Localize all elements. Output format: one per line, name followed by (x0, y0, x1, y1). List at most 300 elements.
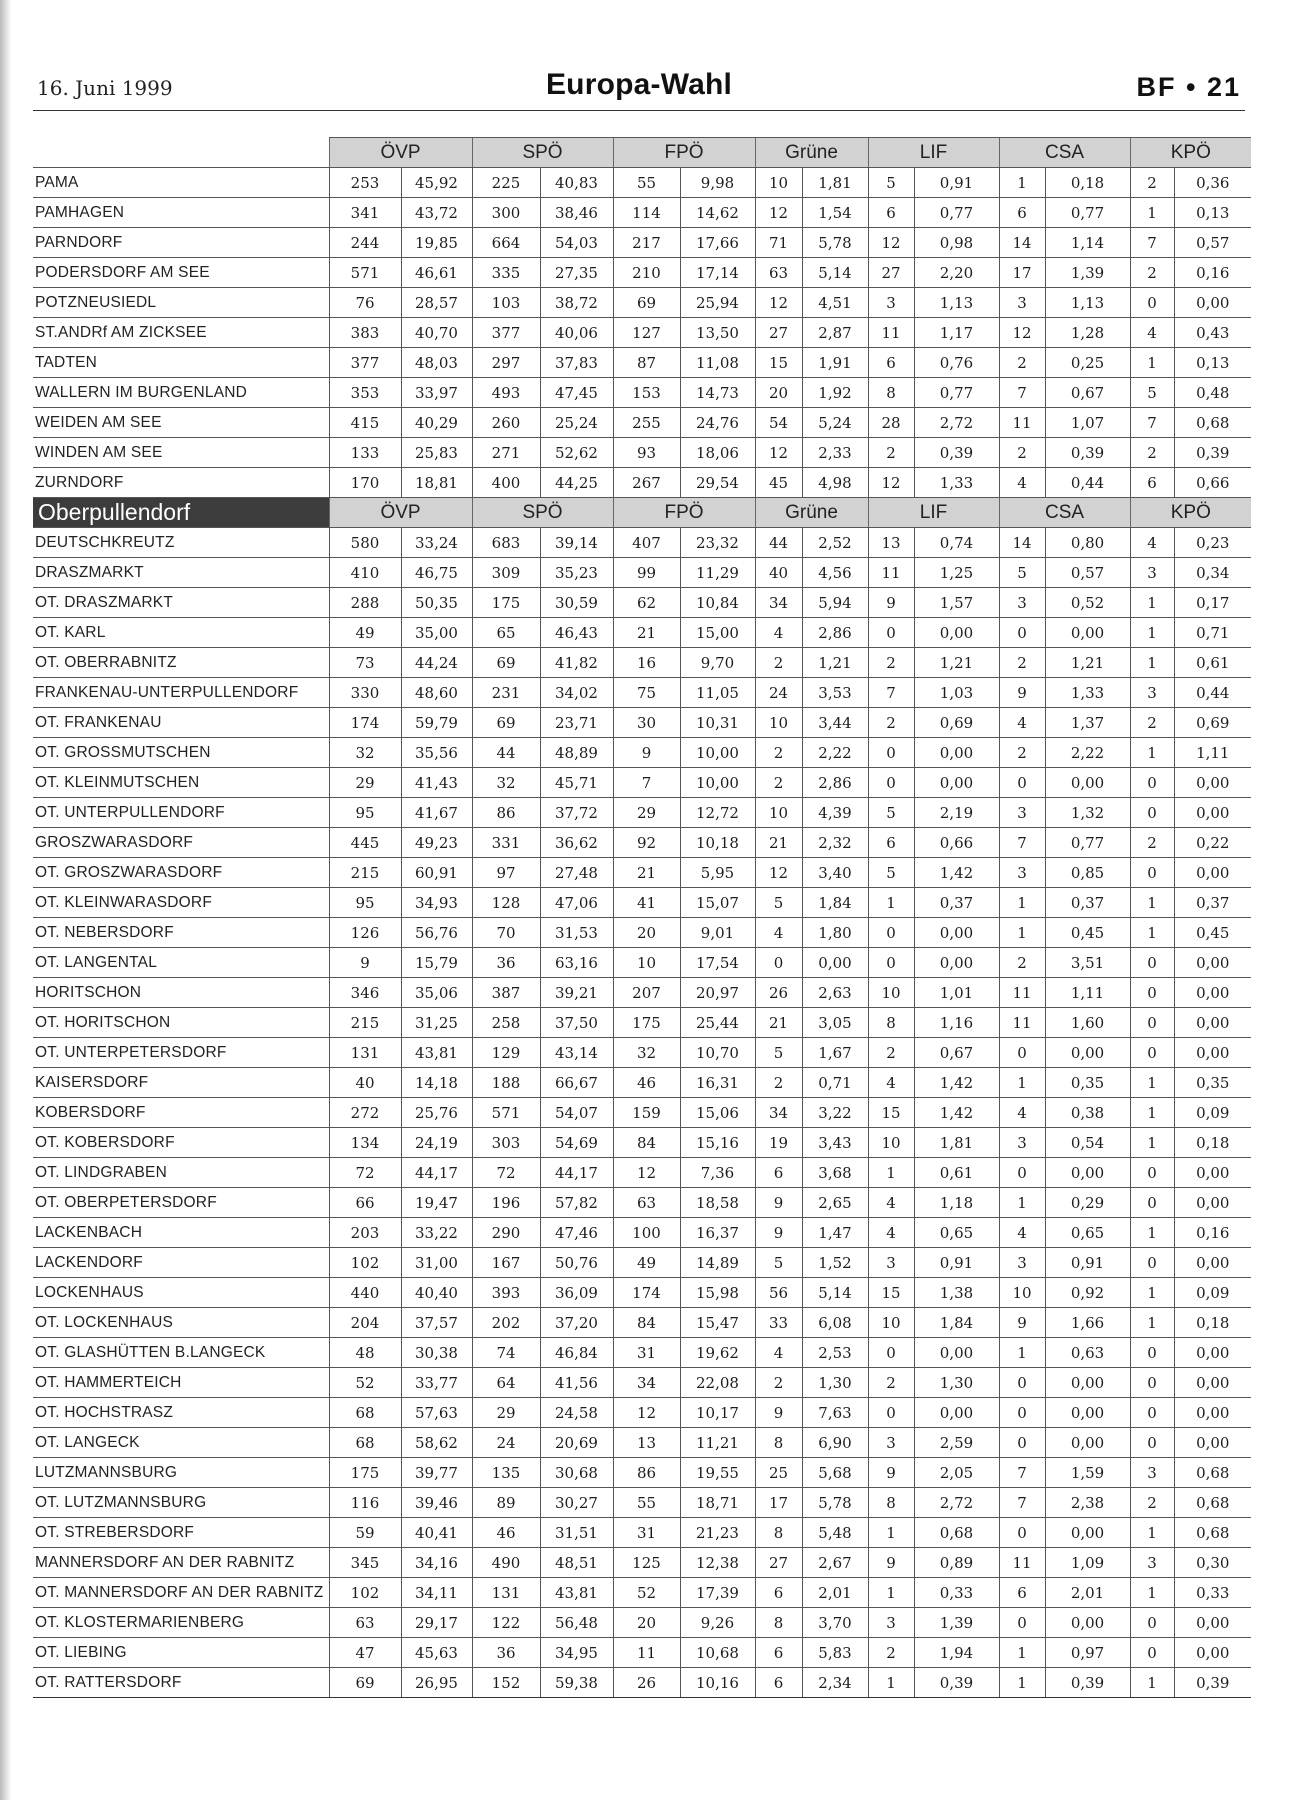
table-row (33, 678, 1251, 708)
vote-count: 1 (1130, 1128, 1174, 1158)
vote-percent: 41,82 (540, 648, 613, 678)
table-row (33, 1278, 1251, 1308)
vote-percent: 0,17 (1174, 588, 1251, 618)
vote-percent: 0,00 (1045, 618, 1130, 648)
table-row (33, 1638, 1251, 1668)
vote-count: 11 (999, 1008, 1045, 1038)
vote-percent: 0,77 (914, 198, 999, 228)
vote-percent: 50,35 (401, 588, 472, 618)
vote-percent: 1,14 (1045, 228, 1130, 258)
vote-count: 72 (329, 1158, 401, 1188)
vote-percent: 17,14 (680, 258, 755, 288)
vote-percent: 0,68 (914, 1518, 999, 1548)
vote-count: 14 (999, 528, 1045, 558)
results-body (33, 138, 1251, 1698)
vote-count: 95 (329, 888, 401, 918)
vote-count: 40 (755, 558, 802, 588)
vote-percent: 34,02 (540, 678, 613, 708)
vote-count: 353 (329, 378, 401, 408)
table-row (33, 528, 1251, 558)
vote-percent: 0,35 (1045, 1068, 1130, 1098)
vote-percent: 3,68 (802, 1158, 868, 1188)
vote-percent: 54,07 (540, 1098, 613, 1128)
party-header: CSA (999, 138, 1130, 168)
vote-count: 407 (613, 528, 680, 558)
vote-percent: 1,52 (802, 1248, 868, 1278)
vote-percent: 38,72 (540, 288, 613, 318)
vote-count: 1 (1130, 1098, 1174, 1128)
vote-count: 122 (472, 1608, 540, 1638)
vote-percent: 0,37 (1045, 888, 1130, 918)
vote-count: 9 (999, 1308, 1045, 1338)
vote-percent: 40,83 (540, 168, 613, 198)
table-row (33, 1248, 1251, 1278)
municipality-name: WEIDEN AM SEE (33, 408, 329, 438)
vote-percent: 46,43 (540, 618, 613, 648)
table-row (33, 1038, 1251, 1068)
vote-percent: 25,83 (401, 438, 472, 468)
vote-percent: 0,74 (914, 528, 999, 558)
vote-percent: 0,68 (1174, 1518, 1251, 1548)
vote-count: 175 (329, 1458, 401, 1488)
vote-percent: 19,55 (680, 1458, 755, 1488)
vote-count: 5 (999, 558, 1045, 588)
vote-percent: 56,76 (401, 918, 472, 948)
vote-count: 490 (472, 1548, 540, 1578)
party-header: LIF (868, 138, 999, 168)
vote-percent: 34,95 (540, 1638, 613, 1668)
vote-count: 34 (755, 1098, 802, 1128)
vote-count: 0 (999, 1608, 1045, 1638)
vote-percent: 1,81 (914, 1128, 999, 1158)
table-row (33, 798, 1251, 828)
vote-count: 1 (999, 168, 1045, 198)
vote-percent: 10,70 (680, 1038, 755, 1068)
vote-percent: 31,00 (401, 1248, 472, 1278)
vote-percent: 47,46 (540, 1218, 613, 1248)
vote-percent: 6,08 (802, 1308, 868, 1338)
vote-count: 1 (1130, 738, 1174, 768)
municipality-name: OT. HAMMERTEICH (33, 1368, 329, 1398)
vote-count: 10 (613, 948, 680, 978)
vote-count: 10 (755, 798, 802, 828)
vote-count: 4 (1130, 318, 1174, 348)
vote-count: 0 (999, 1368, 1045, 1398)
vote-percent: 0,00 (1174, 948, 1251, 978)
vote-count: 4 (999, 1218, 1045, 1248)
vote-count: 4 (868, 1218, 914, 1248)
party-header: KPÖ (1130, 498, 1251, 528)
vote-percent: 0,45 (1045, 918, 1130, 948)
vote-count: 683 (472, 528, 540, 558)
vote-count: 89 (472, 1488, 540, 1518)
vote-count: 12 (755, 198, 802, 228)
vote-percent: 0,67 (914, 1038, 999, 1068)
vote-count: 5 (868, 798, 914, 828)
vote-percent: 10,00 (680, 738, 755, 768)
vote-count: 2 (999, 438, 1045, 468)
vote-count: 20 (755, 378, 802, 408)
vote-percent: 0,00 (1174, 768, 1251, 798)
vote-percent: 1,18 (914, 1188, 999, 1218)
vote-count: 0 (1130, 1398, 1174, 1428)
vote-percent: 0,13 (1174, 348, 1251, 378)
vote-percent: 0,76 (914, 348, 999, 378)
vote-count: 7 (999, 1488, 1045, 1518)
vote-percent: 40,70 (401, 318, 472, 348)
vote-count: 7 (613, 768, 680, 798)
vote-count: 1 (999, 1338, 1045, 1368)
vote-percent: 27,35 (540, 258, 613, 288)
vote-count: 1 (868, 1518, 914, 1548)
vote-percent: 43,72 (401, 198, 472, 228)
vote-percent: 0,00 (914, 738, 999, 768)
vote-percent: 2,87 (802, 318, 868, 348)
vote-count: 12 (755, 438, 802, 468)
vote-percent: 3,53 (802, 678, 868, 708)
vote-percent: 21,23 (680, 1518, 755, 1548)
vote-count: 31 (613, 1338, 680, 1368)
vote-percent: 0,97 (1045, 1638, 1130, 1668)
vote-percent: 0,00 (1174, 1338, 1251, 1368)
vote-percent: 24,58 (540, 1398, 613, 1428)
vote-count: 84 (613, 1308, 680, 1338)
vote-count: 73 (329, 648, 401, 678)
vote-count: 1 (868, 1668, 914, 1698)
vote-percent: 1,92 (802, 378, 868, 408)
vote-count: 7 (999, 828, 1045, 858)
vote-count: 12 (613, 1398, 680, 1428)
vote-percent: 10,00 (680, 768, 755, 798)
table-row (33, 1098, 1251, 1128)
vote-percent: 0,00 (914, 1398, 999, 1428)
vote-count: 2 (868, 1638, 914, 1668)
vote-percent: 0,00 (1045, 1608, 1130, 1638)
vote-count: 1 (1130, 888, 1174, 918)
vote-percent: 10,31 (680, 708, 755, 738)
vote-count: 0 (1130, 288, 1174, 318)
vote-count: 6 (868, 828, 914, 858)
vote-percent: 1,47 (802, 1218, 868, 1248)
vote-percent: 0,38 (1045, 1098, 1130, 1128)
vote-percent: 59,38 (540, 1668, 613, 1698)
vote-count: 32 (472, 768, 540, 798)
vote-percent: 0,57 (1045, 558, 1130, 588)
table-row (33, 1518, 1251, 1548)
vote-count: 3 (868, 288, 914, 318)
municipality-name: KOBERSDORF (33, 1098, 329, 1128)
municipality-name: OT. RATTERSDORF (33, 1668, 329, 1698)
vote-percent: 0,33 (1174, 1578, 1251, 1608)
table-row (33, 978, 1251, 1008)
vote-count: 70 (472, 918, 540, 948)
vote-percent: 18,81 (401, 468, 472, 498)
vote-percent: 25,24 (540, 408, 613, 438)
vote-percent: 1,80 (802, 918, 868, 948)
vote-count: 1 (868, 1578, 914, 1608)
municipality-name: OT. LUTZMANNSBURG (33, 1488, 329, 1518)
vote-percent: 15,00 (680, 618, 755, 648)
table-row (33, 588, 1251, 618)
party-header: KPÖ (1130, 138, 1251, 168)
vote-percent: 0,39 (914, 1668, 999, 1698)
municipality-name: PAMHAGEN (33, 198, 329, 228)
vote-count: 664 (472, 228, 540, 258)
vote-count: 153 (613, 378, 680, 408)
vote-count: 580 (329, 528, 401, 558)
vote-count: 21 (613, 858, 680, 888)
vote-percent: 17,66 (680, 228, 755, 258)
vote-percent: 1,60 (1045, 1008, 1130, 1038)
vote-percent: 27,48 (540, 858, 613, 888)
vote-count: 68 (329, 1398, 401, 1428)
vote-percent: 14,89 (680, 1248, 755, 1278)
vote-count: 9 (613, 738, 680, 768)
vote-percent: 31,51 (540, 1518, 613, 1548)
vote-count: 125 (613, 1548, 680, 1578)
municipality-name: LOCKENHAUS (33, 1278, 329, 1308)
vote-percent: 19,62 (680, 1338, 755, 1368)
vote-count: 9 (755, 1398, 802, 1428)
municipality-name: OT. KLEINMUTSCHEN (33, 768, 329, 798)
table-row (33, 1188, 1251, 1218)
vote-percent: 6,90 (802, 1428, 868, 1458)
vote-percent: 44,25 (540, 468, 613, 498)
vote-count: 0 (1130, 858, 1174, 888)
vote-percent: 30,68 (540, 1458, 613, 1488)
vote-count: 3 (999, 798, 1045, 828)
vote-percent: 1,54 (802, 198, 868, 228)
vote-percent: 0,54 (1045, 1128, 1130, 1158)
vote-percent: 0,36 (1174, 168, 1251, 198)
party-header: Grüne (755, 138, 868, 168)
vote-percent: 0,69 (1174, 708, 1251, 738)
table-row (33, 618, 1251, 648)
vote-count: 0 (868, 768, 914, 798)
vote-percent: 15,06 (680, 1098, 755, 1128)
vote-percent: 18,06 (680, 438, 755, 468)
vote-count: 258 (472, 1008, 540, 1038)
vote-percent: 39,46 (401, 1488, 472, 1518)
vote-count: 255 (613, 408, 680, 438)
vote-count: 63 (755, 258, 802, 288)
vote-percent: 3,05 (802, 1008, 868, 1038)
municipality-name: OT. UNTERPULLENDORF (33, 798, 329, 828)
vote-count: 303 (472, 1128, 540, 1158)
vote-percent: 0,77 (914, 378, 999, 408)
table-row (33, 708, 1251, 738)
vote-count: 3 (1130, 678, 1174, 708)
vote-percent: 35,00 (401, 618, 472, 648)
vote-percent: 0,00 (1174, 1158, 1251, 1188)
vote-count: 8 (755, 1518, 802, 1548)
vote-count: 49 (613, 1248, 680, 1278)
vote-percent: 52,62 (540, 438, 613, 468)
vote-percent: 54,69 (540, 1128, 613, 1158)
table-row (33, 1368, 1251, 1398)
vote-count: 10 (755, 168, 802, 198)
vote-percent: 0,13 (1174, 198, 1251, 228)
table-row (33, 858, 1251, 888)
vote-count: 133 (329, 438, 401, 468)
vote-count: 0 (999, 618, 1045, 648)
table-row (33, 408, 1251, 438)
municipality-name: OT. OBERPETERSDORF (33, 1188, 329, 1218)
vote-percent: 41,56 (540, 1368, 613, 1398)
vote-count: 377 (329, 348, 401, 378)
vote-percent: 22,08 (680, 1368, 755, 1398)
vote-percent: 2,67 (802, 1548, 868, 1578)
vote-count: 2 (999, 348, 1045, 378)
vote-count: 0 (1130, 1158, 1174, 1188)
vote-count: 1 (1130, 1218, 1174, 1248)
vote-percent: 0,61 (914, 1158, 999, 1188)
vote-count: 215 (329, 1008, 401, 1038)
vote-percent: 0,91 (1045, 1248, 1130, 1278)
vote-percent: 0,00 (914, 618, 999, 648)
vote-count: 7 (1130, 228, 1174, 258)
vote-percent: 2,72 (914, 1488, 999, 1518)
vote-count: 210 (613, 258, 680, 288)
party-header-row (33, 138, 1251, 168)
table-row (33, 1338, 1251, 1368)
vote-count: 4 (999, 1098, 1045, 1128)
vote-count: 0 (868, 948, 914, 978)
vote-percent: 43,81 (401, 1038, 472, 1068)
vote-count: 12 (755, 858, 802, 888)
vote-count: 17 (755, 1488, 802, 1518)
vote-count: 11 (999, 408, 1045, 438)
vote-count: 30 (613, 708, 680, 738)
vote-count: 0 (999, 768, 1045, 798)
vote-count: 24 (755, 678, 802, 708)
vote-count: 6 (999, 1578, 1045, 1608)
vote-count: 300 (472, 198, 540, 228)
vote-percent: 0,00 (1045, 1038, 1130, 1068)
vote-percent: 48,60 (401, 678, 472, 708)
vote-count: 0 (1130, 948, 1174, 978)
vote-percent: 0,68 (1174, 1458, 1251, 1488)
vote-percent: 2,19 (914, 798, 999, 828)
vote-count: 0 (868, 1338, 914, 1368)
vote-percent: 2,01 (802, 1578, 868, 1608)
vote-count: 97 (472, 858, 540, 888)
vote-percent: 0,00 (1045, 1518, 1130, 1548)
vote-count: 0 (1130, 1338, 1174, 1368)
vote-percent: 5,78 (802, 228, 868, 258)
table-row (33, 1608, 1251, 1638)
vote-count: 54 (755, 408, 802, 438)
vote-percent: 41,67 (401, 798, 472, 828)
vote-count: 2 (868, 438, 914, 468)
vote-percent: 1,07 (1045, 408, 1130, 438)
vote-percent: 60,91 (401, 858, 472, 888)
vote-count: 12 (755, 288, 802, 318)
vote-count: 267 (613, 468, 680, 498)
municipality-name: MANNERSDORF AN DER RABNITZ (33, 1548, 329, 1578)
vote-percent: 1,01 (914, 978, 999, 1008)
vote-percent: 7,36 (680, 1158, 755, 1188)
vote-count: 1 (999, 1188, 1045, 1218)
vote-percent: 46,84 (540, 1338, 613, 1368)
vote-percent: 2,38 (1045, 1488, 1130, 1518)
vote-count: 0 (999, 1518, 1045, 1548)
vote-count: 571 (472, 1098, 540, 1128)
vote-percent: 0,00 (1174, 1008, 1251, 1038)
vote-percent: 15,16 (680, 1128, 755, 1158)
vote-percent: 2,22 (1045, 738, 1130, 768)
vote-count: 63 (613, 1188, 680, 1218)
vote-count: 55 (613, 168, 680, 198)
vote-percent: 0,91 (914, 168, 999, 198)
vote-count: 52 (329, 1368, 401, 1398)
vote-count: 12 (868, 228, 914, 258)
vote-count: 7 (1130, 408, 1174, 438)
vote-count: 11 (868, 558, 914, 588)
vote-percent: 0,09 (1174, 1278, 1251, 1308)
vote-percent: 0,39 (1174, 1668, 1251, 1698)
table-row (33, 738, 1251, 768)
municipality-name: ST.ANDRf AM ZICKSEE (33, 318, 329, 348)
vote-percent: 17,39 (680, 1578, 755, 1608)
vote-percent: 0,77 (1045, 198, 1130, 228)
vote-count: 10 (999, 1278, 1045, 1308)
municipality-name: LACKENDORF (33, 1248, 329, 1278)
vote-percent: 0,67 (1045, 378, 1130, 408)
vote-count: 0 (1130, 1248, 1174, 1278)
vote-count: 69 (472, 648, 540, 678)
vote-percent: 16,37 (680, 1218, 755, 1248)
vote-percent: 3,44 (802, 708, 868, 738)
vote-percent: 11,21 (680, 1428, 755, 1458)
vote-count: 11 (999, 978, 1045, 1008)
vote-percent: 49,23 (401, 828, 472, 858)
vote-percent: 2,52 (802, 528, 868, 558)
vote-percent: 1,11 (1174, 738, 1251, 768)
vote-percent: 5,94 (802, 588, 868, 618)
table-row (33, 1668, 1251, 1698)
municipality-name: ZURNDORF (33, 468, 329, 498)
vote-percent: 0,89 (914, 1548, 999, 1578)
vote-percent: 11,08 (680, 348, 755, 378)
municipality-name: OT. HORITSCHON (33, 1008, 329, 1038)
vote-count: 3 (1130, 1458, 1174, 1488)
vote-count: 56 (755, 1278, 802, 1308)
vote-count: 1 (1130, 1308, 1174, 1338)
vote-count: 36 (472, 948, 540, 978)
vote-percent: 5,48 (802, 1518, 868, 1548)
vote-percent: 33,77 (401, 1368, 472, 1398)
vote-count: 4 (1130, 528, 1174, 558)
table-row (33, 288, 1251, 318)
vote-count: 9 (868, 1458, 914, 1488)
vote-percent: 35,06 (401, 978, 472, 1008)
vote-count: 55 (613, 1488, 680, 1518)
municipality-name: OT. OBERRABNITZ (33, 648, 329, 678)
vote-percent: 37,20 (540, 1308, 613, 1338)
vote-percent: 1,33 (1045, 678, 1130, 708)
table-row (33, 1218, 1251, 1248)
vote-percent: 0,91 (914, 1248, 999, 1278)
vote-percent: 5,83 (802, 1638, 868, 1668)
vote-count: 14 (999, 228, 1045, 258)
vote-percent: 0,37 (1174, 888, 1251, 918)
vote-count: 34 (755, 588, 802, 618)
vote-percent: 48,03 (401, 348, 472, 378)
vote-count: 25 (755, 1458, 802, 1488)
vote-percent: 0,00 (802, 948, 868, 978)
vote-percent: 39,14 (540, 528, 613, 558)
